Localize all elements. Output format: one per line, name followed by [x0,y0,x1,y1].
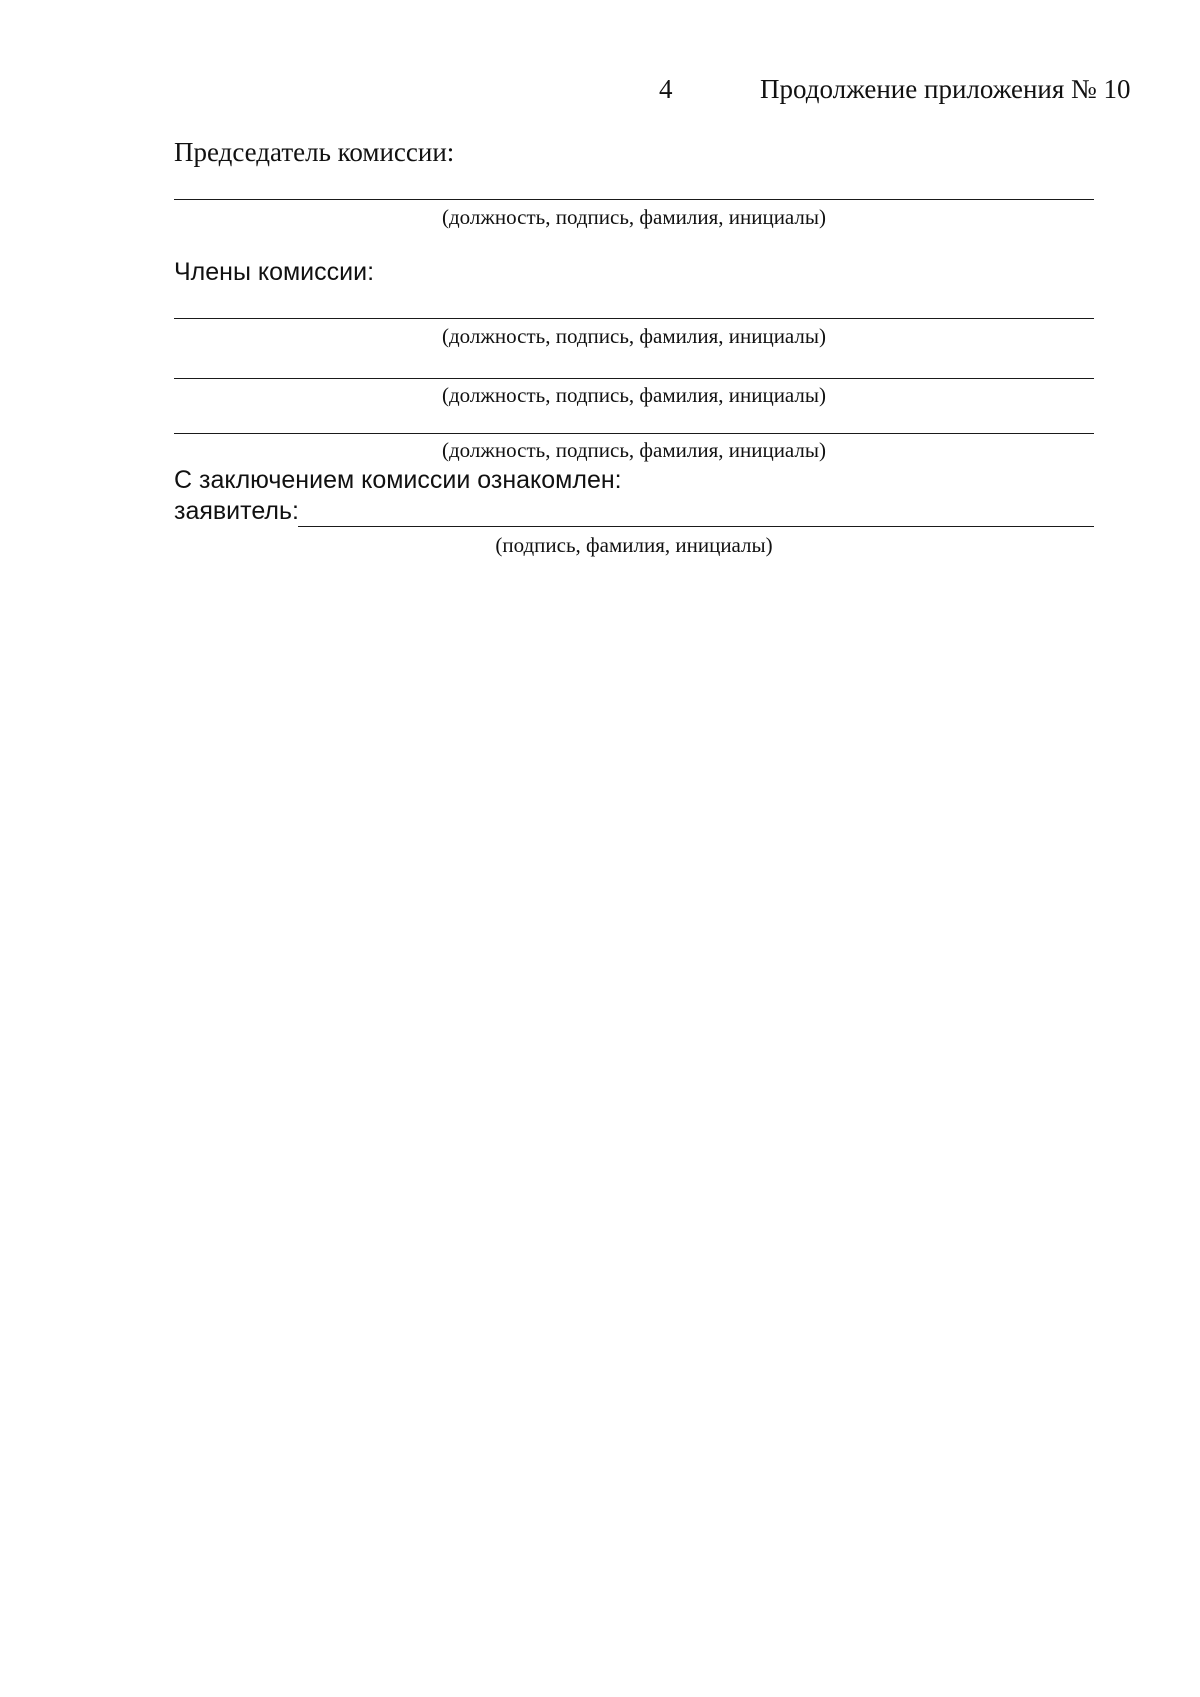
chairman-signature-caption: (должность, подпись, фамилия, инициалы) [441,205,827,229]
member-signature-line-3 [174,433,1094,434]
applicant-label: заявитель: [174,497,299,525]
page-number: 4 [659,74,673,104]
chairman-signature-line [174,199,1094,200]
applicant-signature-line [298,526,1094,527]
member-signature-caption-3: (должность, подпись, фамилия, инициалы) [441,438,827,462]
member-signature-caption-1: (должность, подпись, фамилия, инициалы) [441,324,827,348]
applicant-row [174,497,1094,531]
member-signature-caption-2: (должность, подпись, фамилия, инициалы) [441,383,827,407]
applicant-signature-caption: (подпись, фамилия, инициалы) [495,533,773,557]
chairman-heading: Председатель комиссии: [174,137,455,167]
member-signature-line-1 [174,318,1094,319]
member-signature-line-2 [174,378,1094,379]
appendix-continuation-title: Продолжение приложения № 10 [760,74,1131,104]
acknowledgement-heading: С заключением комиссии ознакомлен: [174,466,622,494]
members-heading: Члены комиссии: [174,258,375,286]
